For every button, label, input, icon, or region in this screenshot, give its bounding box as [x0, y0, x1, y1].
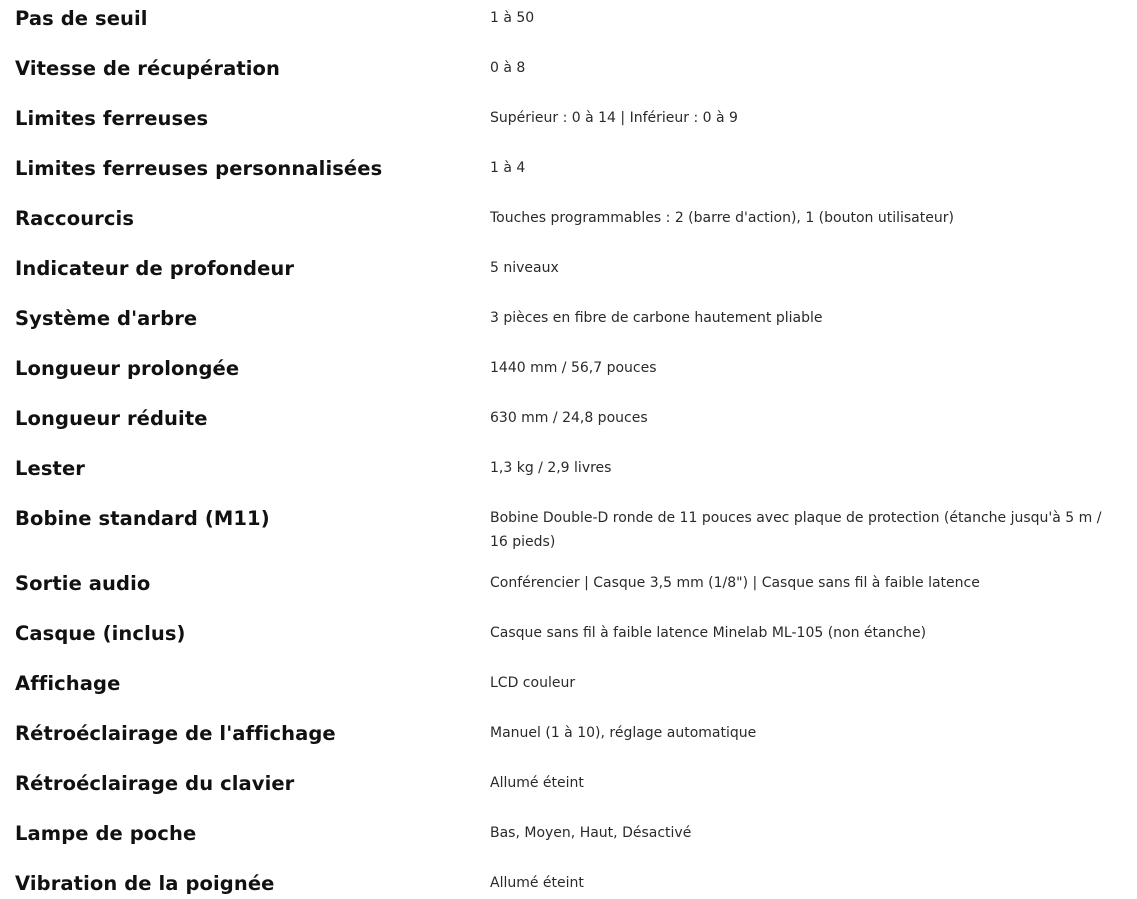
- spec-label: Limites ferreuses personnalisées: [15, 157, 383, 180]
- spec-value: 1 à 50: [490, 10, 535, 26]
- spec-value: 1,3 kg / 2,9 livres: [490, 460, 612, 476]
- spec-label: Vibration de la poignée: [15, 872, 275, 895]
- spec-row: [0, 715, 1137, 765]
- spec-value: Allumé éteint: [490, 875, 584, 891]
- spec-value: LCD couleur: [490, 675, 576, 691]
- spec-row: [0, 100, 1137, 150]
- spec-value: Bas, Moyen, Haut, Désactivé: [490, 825, 692, 841]
- spec-label: Lester: [15, 457, 86, 480]
- spec-value: Allumé éteint: [490, 775, 584, 791]
- spec-row: [0, 400, 1137, 450]
- spec-row: [0, 250, 1137, 300]
- spec-row: [0, 615, 1137, 665]
- spec-value: Bobine Double-D ronde de 11 pouces avec plaque de protection (étanche jusqu'à 5 m / 16 pieds): [490, 510, 1102, 550]
- spec-value: Touches programmables : 2 (barre d'action), 1 (bouton utilisateur): [490, 210, 954, 226]
- spec-label: Raccourcis: [15, 207, 135, 230]
- spec-label: Limites ferreuses: [15, 107, 209, 130]
- spec-row: [0, 865, 1137, 899]
- spec-row: [0, 350, 1137, 400]
- spec-row: [0, 565, 1137, 615]
- spec-value: 5 niveaux: [490, 260, 559, 276]
- spec-label: Lampe de poche: [15, 822, 197, 845]
- spec-row: [0, 0, 1137, 50]
- spec-value: Supérieur : 0 à 14 | Inférieur : 0 à 9: [490, 110, 738, 126]
- spec-row: [0, 765, 1137, 815]
- spec-row: [0, 150, 1137, 200]
- spec-row: [0, 665, 1137, 715]
- spec-label: Sortie audio: [15, 572, 151, 595]
- spec-value: 1440 mm / 56,7 pouces: [490, 360, 657, 376]
- spec-value: Casque sans fil à faible latence Minelab ML-105 (non étanche): [490, 625, 927, 641]
- spec-value: 3 pièces en fibre de carbone hautement pliable: [490, 310, 823, 326]
- spec-row: [0, 300, 1137, 350]
- spec-value: 0 à 8: [490, 60, 526, 76]
- spec-label: Longueur réduite: [15, 407, 208, 430]
- spec-value: Manuel (1 à 10), réglage automatique: [490, 725, 757, 741]
- spec-label: Indicateur de profondeur: [15, 257, 295, 280]
- spec-row: [0, 200, 1137, 250]
- spec-label: Rétroéclairage de l'affichage: [15, 722, 336, 745]
- spec-label: Casque (inclus): [15, 622, 186, 645]
- spec-row: [0, 815, 1137, 865]
- spec-label: Système d'arbre: [15, 307, 198, 330]
- spec-label: Affichage: [15, 672, 121, 695]
- spec-label: Longueur prolongée: [15, 357, 240, 380]
- spec-label: Bobine standard (M11): [15, 507, 270, 530]
- spec-value: 1 à 4: [490, 160, 526, 176]
- spec-value: 630 mm / 24,8 pouces: [490, 410, 648, 426]
- spec-value: Conférencier | Casque 3,5 mm (1/8") | Casque sans fil à faible latence: [490, 575, 980, 591]
- spec-label: Rétroéclairage du clavier: [15, 772, 295, 795]
- spec-label: Vitesse de récupération: [15, 57, 281, 80]
- spec-label: Pas de seuil: [15, 7, 148, 30]
- spec-row: [0, 50, 1137, 100]
- spec-row: [0, 500, 1137, 565]
- spec-row: [0, 450, 1137, 500]
